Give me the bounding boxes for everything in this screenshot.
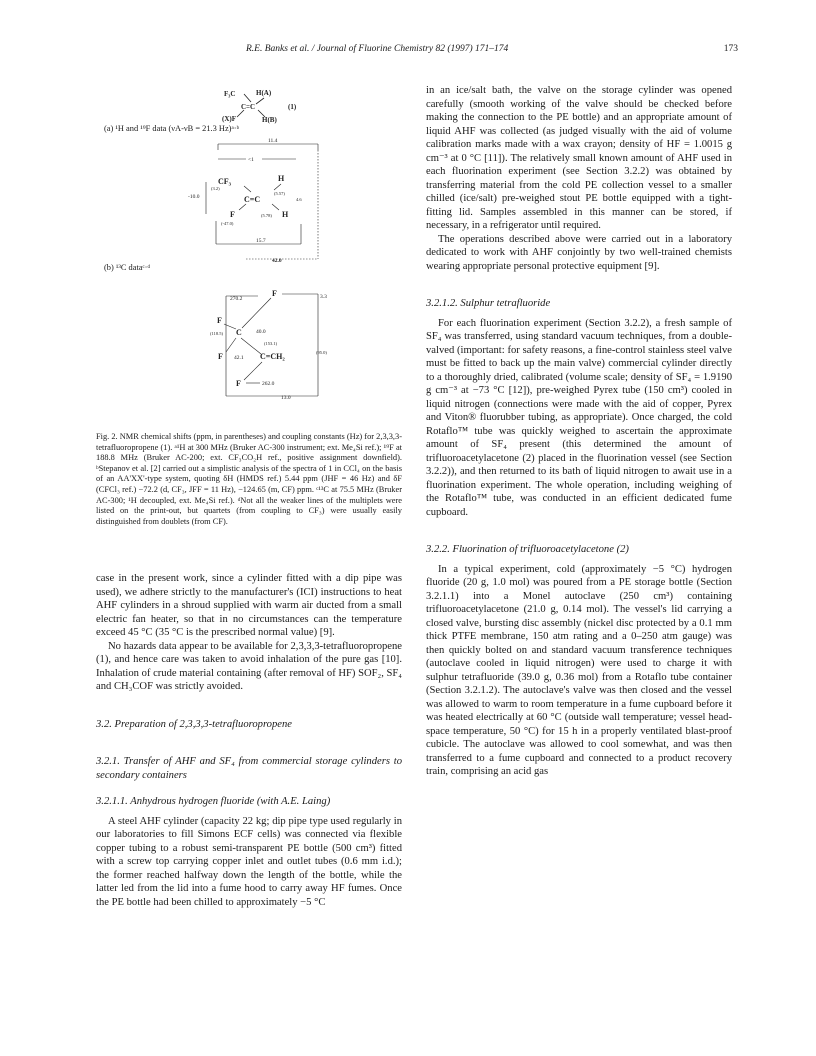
diagram-a [188,138,318,264]
j-13-0: 13.0 [281,395,291,401]
j-42-1: 42.1 [234,355,244,361]
svg-text:C: C [236,328,242,337]
j-262-0: 262.0 [262,381,275,387]
j-15-7: 15.7 [256,238,266,244]
svg-text:C=C: C=C [241,103,256,111]
right-paragraph-3: For each fluorination experiment (Section 3.2.2), a fresh sample of SF₄ was transferred, using standard vacuum techniques, from a double-valved (important: for safety reasons, a fine-control stainless steel valve must be fitted to back up the main valve) commercial cylinder directly to a thoroughly dried, calibrated (volume scale; density of SF₄ = 1.9190 g cm⁻³ at −73 °C [12]), pre-weighed Pyrex tube (150 cm³) cooled in liquid nitrogen (connections were made with the aid of copper, Pyrex and Viton® fluorubber tubing, as appropriate). Once charged, the cold Rotaflo™ tube was quickly weighed to ascertain the approximate amount of SF₄ present (this determined the amount of trifluoroacetylacetone (2) placed in the fluorination vessel (see Section 3.2.2)), and then returned to its bath of liquid nitrogen to await use in a fluorination experiment. The whole operation, including weighing of the Rotaflo™ tube, was conducted in an efficient dedicated fume cupboard. [426,317,732,518]
section-heading-3-2-1-2: 3.2.1.2. Sulphur tetrafluoride [426,298,551,309]
shift-f: (-47.0) [221,221,234,226]
diagram-b [210,289,327,401]
j-42-0: 42.0 [272,258,282,264]
shift-153-1: (153.1) [264,341,278,346]
shift-ha: (5.57) [274,191,285,196]
svg-text:C=CH₂: C=CH₂ [260,352,285,361]
figure-caption: Fig. 2. NMR chemical shifts (ppm, in parentheses) and coupling constants (Hz) for 2,3,3,3-tetrafluoropropene (1). ᵃ¹H at 300 MHz (Bruker AC-300 instrument; ext. Me₄Si ref.); ¹⁹F at 188.8 MHz (Bruker AC-200; ext. CF₃CO₂H ref., positive assignment downfield). ᵇStepanov et al. [2] carried out a simplistic analysis of the spectra of 1 in CCl₄ on the basis of an AA'XX'-type system, quoting δH (HMDS ref.) 5.44 ppm (JHF = 46 Hz) and δF (CFCl₃ ref.) −72.2 (d, CF₃, JFF = 11 Hz), −124.65 (m, CF) ppm. ᶜ¹³C at 75.5 MHz (Bruker AC-300; ¹H decoupled, ext. Me₄Si ref.). ᵈNot all the weaker lines of the multiplets were listed on the print-out, but quartets (from coupling to CF₃) were usually easily distinguished from doublets (from CF). [96,432,402,526]
section-heading-3-2: 3.2. Preparation of 2,3,3,3-tetrafluoropropene [96,718,292,730]
svg-text:F₃C: F₃C [224,90,236,98]
figure-label-a: (a) ¹H and ¹⁹F data (νA-νB = 21.3 Hz)ᵃ·ᵇ [104,124,240,133]
shift-hb: (5.78) [261,213,272,218]
running-head: R.E. Banks et al. / Journal of Fluorine Chemistry 82 (1997) 171–174 [246,44,509,54]
structure-1-label: (1) [288,103,297,111]
svg-text:CF₃: CF₃ [218,177,232,186]
j-11-4: 11.4 [268,138,278,144]
right-column [426,84,732,779]
svg-text:F: F [236,379,241,388]
j-lt-1: <1 [248,157,254,163]
right-paragraph-2: The operations described above were carried out in a laboratory dedicated to work with AHF conjointly by two well-trained chemists wearing appropriate personal protective equipment [9]. [426,233,732,272]
left-paragraph-2: No hazards data appear to be available for 2,3,3,3-tetrafluoropropene (1), and hence care was taken to avoid inhalation of the pure gas [10]. Inhalation of crude material containing (after removal of HF) SOF₂, SF₄ and CH₃COF was strictly avoided. [96,640,402,692]
figure-label-b: (b) ¹³C dataᶜ·ᵈ [104,263,151,272]
svg-text:(X)F: (X)F [222,115,236,123]
running-header [108,44,738,58]
svg-text:H(A): H(A) [256,89,272,97]
section-heading-3-2-1: 3.2.1. Transfer of AHF and SF₄ from commercial storage cylinders to secondary containers [96,756,402,781]
shift-95-0: (95.0) [316,350,327,355]
left-paragraph-1: case in the present work, since a cylinder fitted with a dip pipe was used), we adhere strictly to the manufacturer's (ICI) instructions to heat AHF cylinders in a shroud supplied with warm air ducted from a small electric fan heater, so that in no circumstances can the temperature exceed 45 °C (35 °C is the prescribed normal value) [9]. [96,573,402,638]
svg-text:F: F [272,289,277,298]
structure-1 [222,89,297,124]
page-number: 173 [723,44,738,54]
j-3-3: 3.3 [320,294,327,300]
left-column [96,572,402,909]
svg-text:F: F [218,352,223,361]
j-40-0: 40.0 [256,329,266,335]
j-270-2: 270.2 [230,296,243,302]
nmr-structures [96,84,402,429]
right-paragraph-4: In a typical experiment, cold (approximately −5 °C) hydrogen fluoride (20 g, 1.0 mol) was poured from a PE storage bottle (Section 3.2.1.1) into a Monel autoclave (250 cm³) containing trifluoroacetylacetone (21.0 g, 0.14 mol). The vessel's lid carrying a closed valve, bursting disc assembly (nickel disc protected by a 0.1 mm thick PTFE membrane, 150 atm rating and a 0–250 atm gauge) was then quickly bolted on and standard vacuum transference techniques (autoclave cooled in liquid nitrogen) were used to charge it with sulphur tetrafluoride (39.0 g, 0.36 mol) from a Rotaflo tube container (Section 3.2.1.2). The autoclave's valve was then closed and the vessel was allowed to warm to room temperature in a fume cupboard before it was heated electrically at 60 °C (outside wall temperature; vessel head-space temperature, 50 °C) for 15 h in a properly ventilated blast-proof cubicle. The autoclave was allowed to cool somewhat, and was then transferred to a fume cupboard and connected to a product recovery train, comprising an acid gas [426,563,732,777]
j-4-6: 4.6 [296,197,302,202]
svg-text:F: F [230,210,235,219]
j-10-0: -10.0 [188,194,200,200]
shift-cf3: (3.2) [211,186,220,191]
svg-text:H: H [282,210,289,219]
section-heading-3-2-1-1: 3.2.1.1. Anhydrous hydrogen fluoride (with A.E. Laing) [96,796,331,807]
left-paragraph-3: A steel AHF cylinder (capacity 22 kg; dip pipe type used regularly in our laboratories to fill Simons ECF cells) was connected via flexible copper tubing to a robust semi-transparent PE bottle (500 cm³) fitted with a screw top carrying copper inlet and outlet tubes (0.6 mm i.d.); the former reached halfway down the length of the bottle, while the latter led from the lid into a fume hood to carry away HF fumes. Once the PE bottle had been chilled to approximately −5 °C [96,815,402,908]
svg-text:C=C: C=C [244,195,261,204]
right-paragraph-1: in an ice/salt bath, the valve on the storage cylinder was opened carefully (smooth working of the valve should be checked before making the connection to the PE bottle) and an appropriate amount of liquid AHF was collected (as judged visually with the aid of volume calibration marks made with a wax crayon; density of HF = 1.0015 g cm⁻³ at 0 °C [11]). The relatively small known amount of AHF used in each fluorination experiment (see Section 3.2.2) was obtained by transferring material from the cold PE collection vessel to a smaller chilled (ice/salt) pre-weighed stout PE bottle equipped with a tight-fitting lid. Samples assembled in this manner can be stored, if necessary, in a refrigerator until required. [426,85,732,231]
svg-text:H(B): H(B) [262,116,277,124]
section-heading-3-2-2: 3.2.2. Fluorination of trifluoroacetylacetone (2) [426,544,629,555]
svg-text:F: F [217,316,222,325]
svg-text:H: H [278,174,285,183]
shift-118-5: (118.5) [210,331,223,336]
